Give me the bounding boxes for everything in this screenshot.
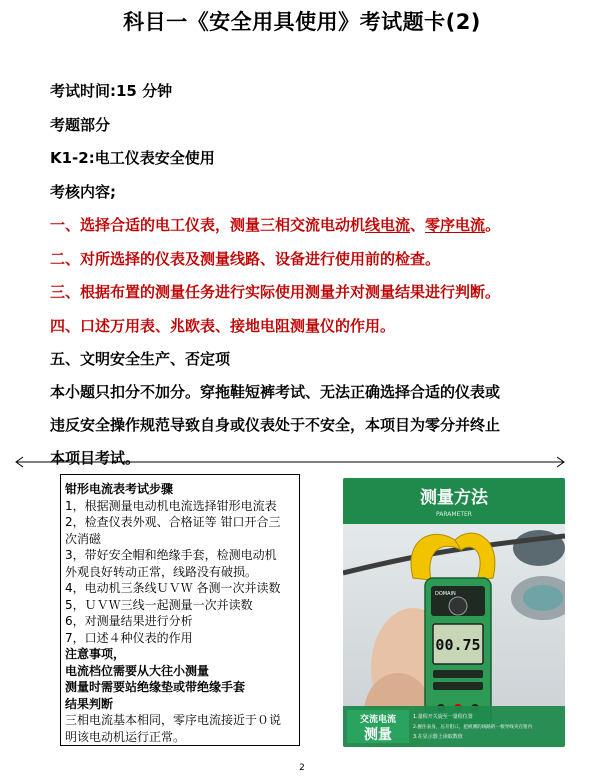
step-7: 7，口述４种仪表的作用 [65,630,193,645]
paragraph-line-3: 本项目考试。 [50,449,141,467]
paragraph-line-2: 违反安全操作规范导致自身或仪表处于不安全，本项目为零分并终止 [50,416,501,434]
content-heading: 考核内容; [50,183,116,201]
result-text-cont: 明该电动机运行正常。 [65,729,186,744]
step-4: 4，电动机三条线ＵＶＷ 各测一次并读数 [65,581,281,595]
item-1 [50,214,500,235]
step-2-cont: 次消磁 [65,531,102,546]
item-4: 四、口述万用表、兆欧表、接地电阻测量仪的作用。 [50,317,396,335]
note-insulation: 测量时需要站绝缘垫或带绝缘手套 [65,680,246,694]
exam-time: 考试时间:15 分钟 [50,82,173,100]
page-title: 科目一《安全用具使用》考试题卡(2) [123,10,481,34]
item-2: 二、对所选择的仪表及测量线路、设备进行使用前的检查。 [50,250,441,268]
step-5: 5，ＵＶＷ三线一起测量一次并读数 [65,597,253,612]
item-1-text: 一、选择合适的电工仪表，测量三相交流电动机 [50,216,366,234]
section-heading: 考题部分 [50,116,111,134]
photo-tag-top: 交流电流 [359,715,397,725]
result-text: 三相电流基本相同，零序电流接近于０说 [65,713,282,727]
photo-note-3: 3.在显示器上读取数值 [413,734,463,740]
clamp-meter-photo [343,478,565,747]
step-1: 1，根据测量电动机电流选择钳形电流表 [65,498,277,513]
step-2: 2，检查仪表外观、合格证等 钳口开合三 [65,515,281,529]
photo-note-2: 2.握住表身，压开钳口，把被测的线路的一根导线夹在钳内 [413,725,533,730]
notes-heading: 注意事项， [65,647,126,661]
photo-banner-sub: PARAMETER [436,511,472,518]
meter-brand: DOMAIN [435,591,456,597]
photo-note-1: 1.量程开关旋至一量程位置 [413,714,473,720]
note-range: 电流档位需要从大往小测量 [65,663,210,678]
item-5: 五、文明安全生产、否定项 [50,350,231,368]
double-arrow-divider [14,455,566,469]
page-number: 2 [299,763,305,773]
item-1-end: 。 [485,216,501,234]
photo-tag-bottom: 测量 [364,727,392,743]
topic-line: K1-2:电工仪表安全使用 [50,149,215,167]
result-heading: 结果判断 [65,696,114,711]
meter-display-value: 00.75 [435,636,481,654]
item-3: 三、根据布置的测量任务进行实际使用测量并对测量结果进行判断。 [50,283,501,301]
step-6: 6，对测量结果进行分析 [65,614,193,628]
photo-banner-title: 测量方法 [420,488,488,508]
paragraph-line-1: 本小题只扣分不加分。穿拖鞋短裤考试、无法正确选择合适的仪表或 [50,383,501,401]
item-1-line-current: 线电流 [365,216,411,234]
item-1-zero-current: 零序电流 [425,216,486,234]
step-3: 3，带好安全帽和绝缘手套，检测电动机 [65,548,277,562]
step-3-cont: 外观良好转动正常，线路没有破损。 [65,564,258,579]
item-1-sep: 、 [410,216,426,234]
steps-title: 钳形电流表考试步骤 [65,482,174,496]
clamp-meter-steps-box [60,474,300,746]
